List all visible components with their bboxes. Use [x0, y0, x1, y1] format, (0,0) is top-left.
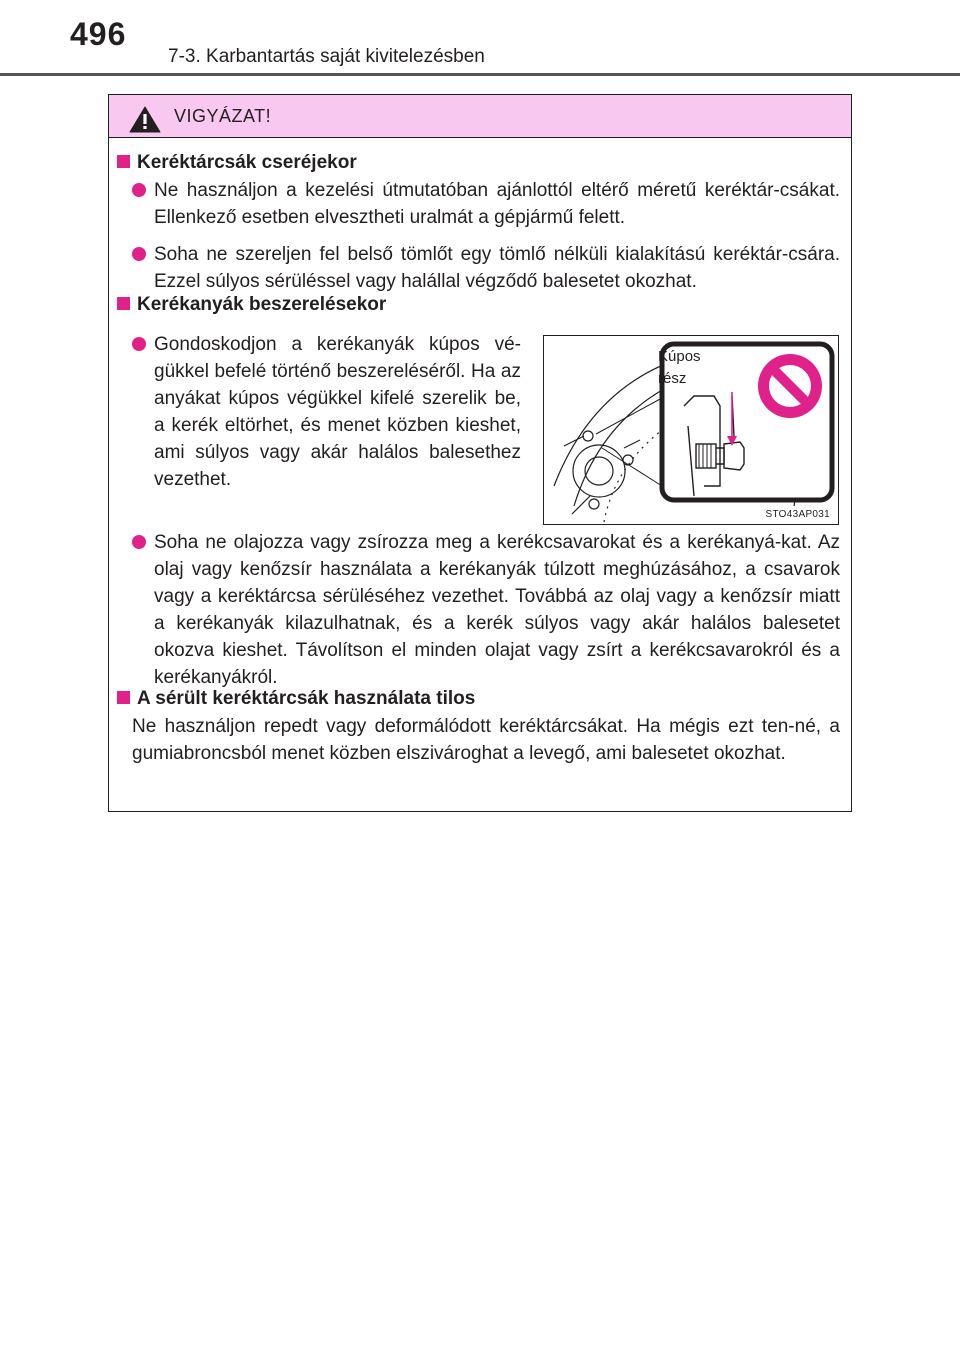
figure-label: Kúpos rész — [658, 348, 701, 387]
bullet-icon — [132, 535, 146, 549]
heading-marker-icon — [117, 691, 130, 704]
caution-header — [109, 95, 851, 138]
bullet-text: Ne használjon a kezelési útmutatóban ajánlottól eltérő méretű keréktár-csákat. Ellenkező esetben elvesztheti uralmát a gépjármű felett. — [154, 180, 840, 228]
bullet-icon — [132, 183, 146, 197]
header-divider — [0, 73, 960, 76]
heading-text: A sérült keréktárcsák használata tilos — [137, 688, 476, 709]
page-number: 496 — [70, 16, 127, 52]
heading-marker-icon — [117, 155, 130, 168]
section-paragraph: Ne használjon repedt vagy deformálódott keréktárcsákat. Ha mégis ezt ten-né, a gumiabroncsból menet közben elszivároghat a levegő, ami balesetet okozhat. — [132, 716, 840, 764]
bullet-item — [154, 177, 840, 231]
wheel-nut-figure — [543, 335, 839, 525]
section-heading-nut-install — [117, 291, 386, 318]
bullet-item — [154, 331, 521, 493]
bullet-icon — [132, 337, 146, 351]
figure-code: STO43AP031 — [765, 509, 830, 520]
caution-box — [108, 94, 852, 812]
bullet-icon — [132, 247, 146, 261]
section-heading-damaged-rims — [117, 685, 475, 712]
section-title: 7-3. Karbantartás saját kivitelezésben — [168, 46, 485, 67]
bullet-item — [154, 529, 840, 691]
bullet-item — [154, 241, 840, 295]
heading-text: Keréktárcsák cseréjekor — [137, 152, 357, 173]
bullet-text: Soha ne szereljen fel belső tömlőt egy tömlő nélküli kialakítású keréktár-csára. Ezzel súlyos sérüléssel vagy halállal végződő balesetet okozhat. — [154, 244, 840, 292]
heading-text: Kerékanyák beszerelésekor — [137, 294, 387, 315]
prohibition-icon — [758, 354, 822, 418]
caution-title: VIGYÁZAT! — [174, 106, 272, 126]
page-header — [0, 0, 960, 80]
section-heading-rim-replacement — [117, 149, 357, 176]
bullet-text: Soha ne olajozza vagy zsírozza meg a kerékcsavarokat és a kerékanyá-kat. Az olaj vagy kenőzsír használata a kerékanyák túlzott meghúzásához, a csavarok vagy a keréktárcsa sérüléséhez vezethet. Továbbá az olaj vagy a kenőzsír miatt a kerékanyák kilazulhatnak, és a kerék súlyos vagy akár halálos balesetet okozva kieshet. Távolítson el minden olajat vagy zsírt a kerékcsavarokról és a kerékanyákról. — [154, 532, 840, 688]
heading-marker-icon — [117, 297, 130, 310]
bullet-text: Gondoskodjon a kerékanyák kúpos vé-gükkel befelé történő beszereléséről. Ha az anyákat kúpos végükkel kifelé szerelik be, a kerék eltörhet, és menet közben kieshet, ami súlyos vagy akár halálos balesethez vezethet. — [154, 334, 521, 490]
warning-triangle-icon — [129, 106, 161, 133]
